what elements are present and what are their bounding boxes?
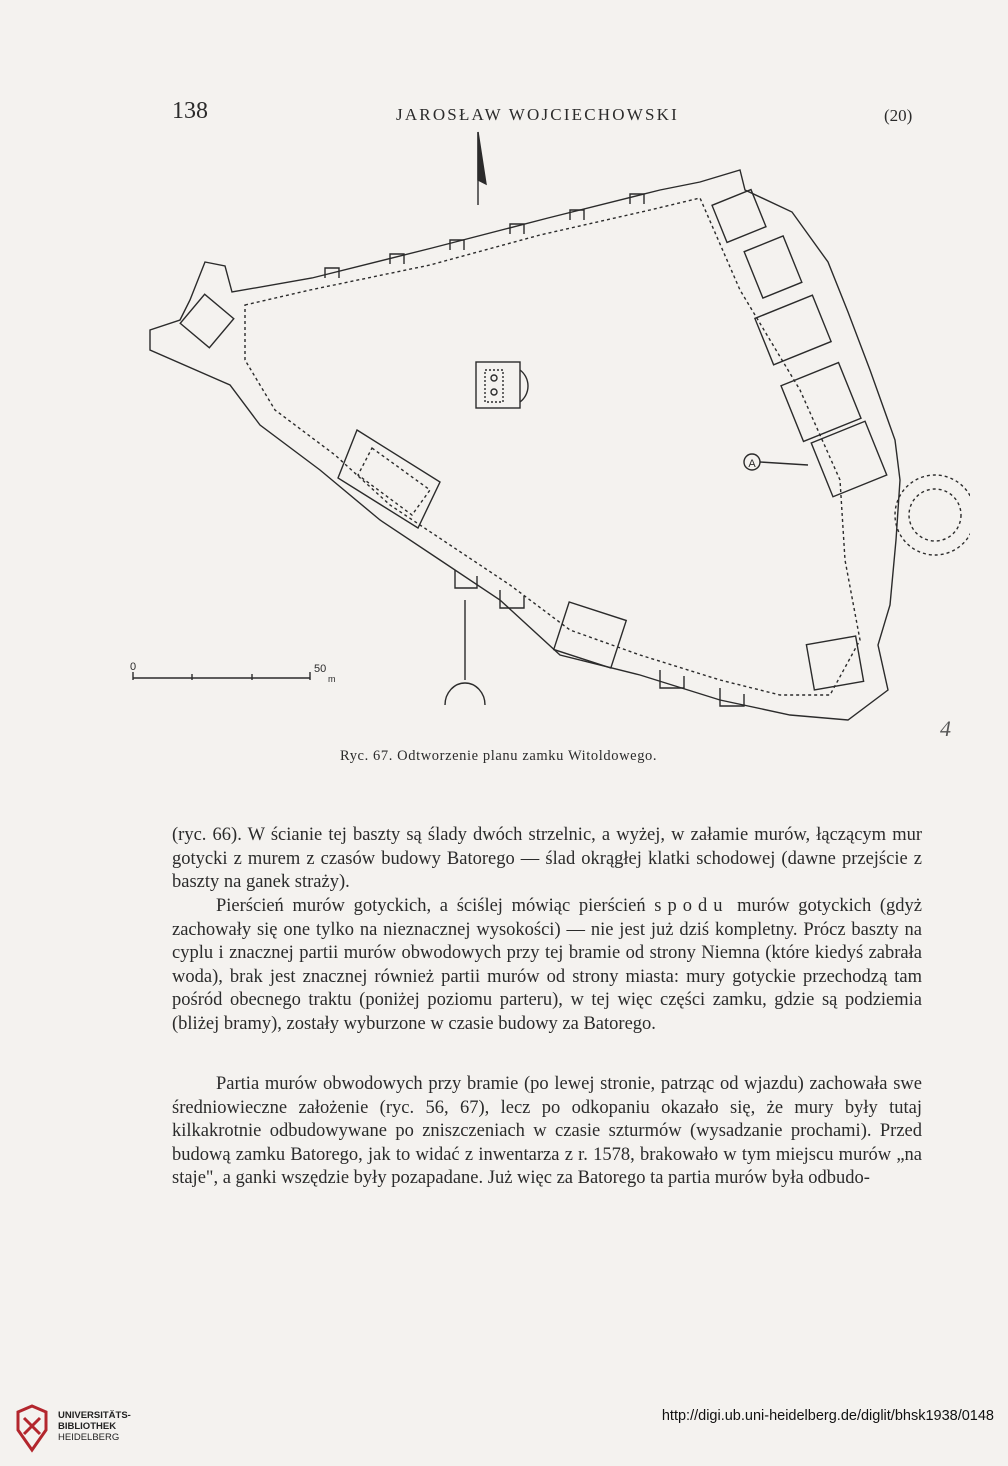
running-head: JAROSŁAW WOJCIECHOWSKI bbox=[396, 105, 679, 124]
paragraph-3: Partia murów obwodowych przy bramie (po lewej stronie, patrząc od wjazdu) zachowała swe średniowieczne założenie (ryc. 56, 67), lecz po odkopaniu okazało się, że mury były tutaj kilkakrotnie odbudowywane po zniszczeniach w czasie szturmów (wysadzanie prochami). Przed budową zamku Batorego, jak to widać z inwentarza z r. 1578, brakowało w tym miejscu murów „na staje", a ganki wszędzie były pozapadane. Już więc za Batorego ta partia murów była odbudo- bbox=[172, 1074, 922, 1189]
label-a-marker bbox=[744, 454, 808, 470]
scale-end: 50 bbox=[314, 663, 327, 675]
section-number: (20) bbox=[884, 106, 913, 125]
paragraph-2 bbox=[172, 895, 922, 1037]
label-a: A bbox=[748, 458, 756, 470]
paragraph-2-spaced-word: spodu bbox=[654, 896, 729, 916]
paragraph-2-part-a: Pierścień murów gotyckich, a ściślej mówiąc pierścień bbox=[216, 896, 655, 916]
scale-start: 0 bbox=[129, 661, 137, 673]
library-line-1: UNIVERSITÄTS- bbox=[58, 1410, 131, 1421]
page-number: 138 bbox=[172, 98, 208, 124]
outer-wall bbox=[150, 170, 900, 720]
scale-unit: m bbox=[328, 674, 336, 684]
south-approach bbox=[445, 600, 485, 705]
paragraph-1: (ryc. 66). W ścianie tej baszty są ślady dwóch strzelnic, a wyżej, w załamie murów, łączącym mur gotycki z murem z czasów budowy Batorego — ślad okrągłej klatki schodowej (dawne przejście z baszty na ganek straży). bbox=[172, 825, 922, 893]
library-line-3: HEIDELBERG bbox=[58, 1432, 120, 1443]
library-name bbox=[58, 1410, 131, 1443]
castle-plan-figure bbox=[120, 125, 970, 745]
figure-caption: Ryc. 67. Odtworzenie planu zamku Witoldowego. bbox=[340, 748, 658, 764]
source-url-link[interactable]: http://digi.ub.uni-heidelberg.de/diglit/bhsk1938/0148 bbox=[661, 1408, 994, 1424]
library-logo-icon bbox=[14, 1404, 50, 1454]
inner-wall bbox=[245, 198, 860, 695]
north-arrow-icon bbox=[478, 132, 486, 205]
paragraph-2-part-b: murów gotyckich (gdyż zachowały się one tylko na nieznacznej wysokości) — nie jest już dziś kompletny. Prócz baszty na cyplu i znacznej partii murów obwodowych przy tej bramie od strony Niemna (które kiedyś zabrała woda), brak jest znacznej również partii murów od strony miasta: mury gotyckie przechodzą tam pośród obecnego traktu (poniżej poziomu parteru), w tej więc części zamku, gdzie są podziemia (bliżej bramy), zostały wyburzone w czasie budowy za Batorego. bbox=[172, 896, 922, 1034]
gate-building bbox=[338, 430, 440, 528]
chapel-icon bbox=[476, 362, 528, 408]
round-tower bbox=[895, 475, 970, 555]
library-line-2: BIBLIOTHEK bbox=[58, 1421, 117, 1432]
margin-note: 4 bbox=[940, 716, 951, 741]
south-towers bbox=[455, 570, 864, 706]
scale-bar bbox=[130, 661, 336, 684]
